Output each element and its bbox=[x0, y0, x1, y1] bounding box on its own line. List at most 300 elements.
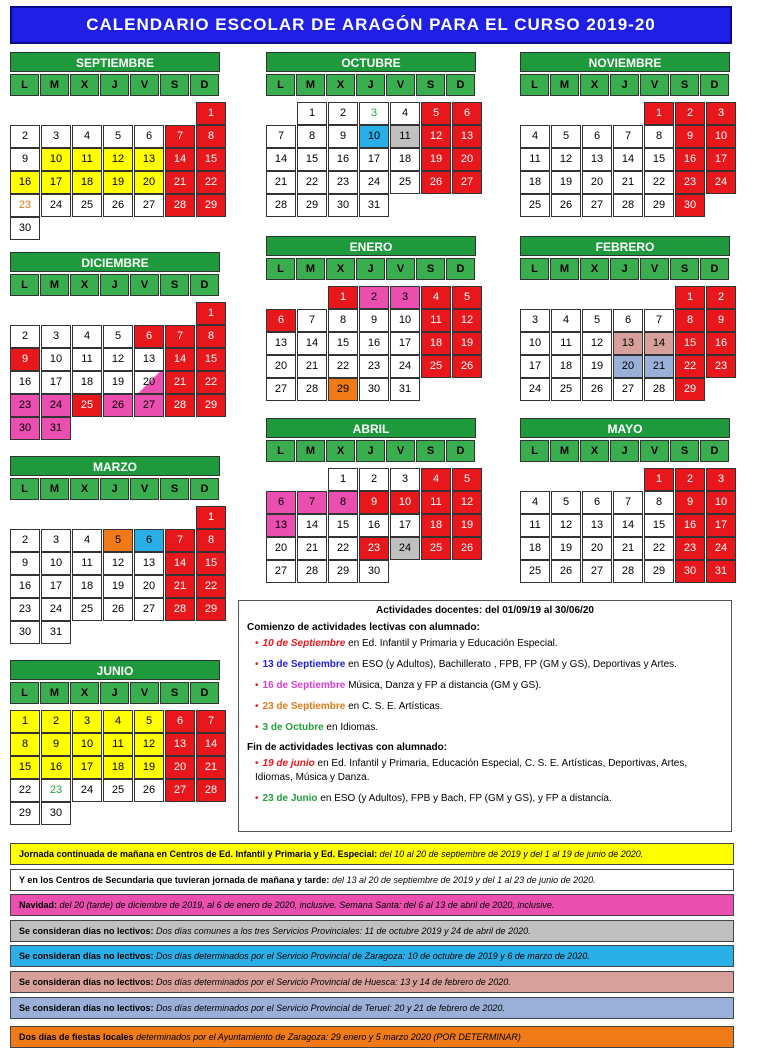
day-cell: 7 bbox=[266, 125, 296, 148]
day-cell: 6 bbox=[613, 309, 643, 332]
day-cell: 15 bbox=[196, 552, 226, 575]
day-cell: 17 bbox=[706, 148, 736, 171]
day-cell: 18 bbox=[72, 371, 102, 394]
day-cell: 15 bbox=[10, 756, 40, 779]
day-cell: 6 bbox=[165, 710, 195, 733]
day-cell: 9 bbox=[706, 309, 736, 332]
month-header: MAYO bbox=[520, 418, 730, 438]
day-name: X bbox=[326, 74, 355, 96]
day-name: X bbox=[580, 440, 609, 462]
legend-text: determinados por el Ayuntamiento de Zaragoza: 29 enero y 5 marzo 2020 (POR DETERMINAR) bbox=[133, 1032, 521, 1042]
bullet-icon: • bbox=[255, 638, 259, 649]
day-name: J bbox=[610, 440, 639, 462]
day-cell: 16 bbox=[359, 514, 389, 537]
day-cell: 11 bbox=[72, 348, 102, 371]
day-cell: 8 bbox=[644, 125, 674, 148]
end-title: Fin de actividades lectivas con alumnado: bbox=[247, 742, 448, 753]
day-name: M bbox=[550, 258, 579, 280]
day-name: D bbox=[700, 74, 729, 96]
legend-label: Se consideran días no lectivos: bbox=[19, 926, 154, 936]
day-cell: 14 bbox=[165, 348, 195, 371]
day-cell: 10 bbox=[390, 491, 420, 514]
day-cell: 21 bbox=[165, 575, 195, 598]
day-cell: 28 bbox=[613, 194, 643, 217]
day-cell: 31 bbox=[359, 194, 389, 217]
day-cell: 30 bbox=[41, 802, 71, 825]
day-cell: 10 bbox=[520, 332, 550, 355]
day-cell: 11 bbox=[72, 552, 102, 575]
day-cell: 23 bbox=[10, 394, 40, 417]
day-name: X bbox=[580, 258, 609, 280]
month-abril bbox=[266, 418, 476, 583]
day-cell: 24 bbox=[390, 537, 420, 560]
day-cell: 21 bbox=[165, 371, 195, 394]
day-name: X bbox=[326, 258, 355, 280]
day-name: V bbox=[386, 258, 415, 280]
day-cell: 15 bbox=[328, 514, 358, 537]
activities-header: Actividades docentes: del 01/09/19 al 30/06/20 bbox=[376, 605, 594, 616]
day-name: D bbox=[190, 274, 219, 296]
day-cell: 18 bbox=[103, 756, 133, 779]
month-octubre bbox=[266, 52, 476, 217]
day-cell: 29 bbox=[297, 194, 327, 217]
day-cell: 12 bbox=[421, 125, 451, 148]
day-cell: 4 bbox=[421, 286, 451, 309]
day-cell: 19 bbox=[551, 171, 581, 194]
day-cell: 11 bbox=[421, 491, 451, 514]
activity-text: en ESO (y Adultos), FPB y Bach, FP (GM y GS), y FP a distancia. bbox=[317, 793, 612, 804]
day-cell: 7 bbox=[196, 710, 226, 733]
day-cell: 28 bbox=[196, 779, 226, 802]
day-cell: 18 bbox=[551, 355, 581, 378]
day-cell: 8 bbox=[196, 325, 226, 348]
day-cell: 27 bbox=[134, 598, 164, 621]
day-cell: 8 bbox=[10, 733, 40, 756]
day-cell: 30 bbox=[359, 378, 389, 401]
day-name: J bbox=[610, 74, 639, 96]
day-cell: 16 bbox=[359, 332, 389, 355]
legend-row bbox=[10, 843, 734, 865]
day-cell: 22 bbox=[328, 537, 358, 560]
day-cell: 5 bbox=[421, 102, 451, 125]
day-cell: 25 bbox=[421, 537, 451, 560]
day-name: J bbox=[100, 478, 129, 500]
day-cell: 25 bbox=[421, 355, 451, 378]
day-cell: 19 bbox=[134, 756, 164, 779]
day-cell: 15 bbox=[644, 148, 674, 171]
day-name: L bbox=[520, 258, 549, 280]
day-cell: 23 bbox=[328, 171, 358, 194]
day-cell: 3 bbox=[41, 529, 71, 552]
month-diciembre bbox=[10, 252, 220, 440]
day-cell: 27 bbox=[266, 560, 296, 583]
day-cell: 26 bbox=[134, 779, 164, 802]
day-cell: 25 bbox=[390, 171, 420, 194]
day-cell: 2 bbox=[706, 286, 736, 309]
day-cell: 13 bbox=[134, 148, 164, 171]
day-name: M bbox=[550, 74, 579, 96]
day-cell: 12 bbox=[134, 733, 164, 756]
day-cell: 11 bbox=[551, 332, 581, 355]
month-header: FEBRERO bbox=[520, 236, 730, 256]
day-cell: 13 bbox=[266, 332, 296, 355]
day-cell: 8 bbox=[644, 491, 674, 514]
activity-date: 19 de junio bbox=[262, 758, 315, 769]
day-cell: 2 bbox=[675, 102, 705, 125]
day-cell: 28 bbox=[297, 560, 327, 583]
day-cell: 14 bbox=[196, 733, 226, 756]
day-cell: 19 bbox=[103, 171, 133, 194]
day-cell: 19 bbox=[103, 371, 133, 394]
day-cell: 24 bbox=[41, 194, 71, 217]
day-name: L bbox=[266, 440, 295, 462]
day-cell: 13 bbox=[165, 733, 195, 756]
day-name: L bbox=[10, 74, 39, 96]
day-cell: 4 bbox=[72, 529, 102, 552]
month-mayo bbox=[520, 418, 730, 583]
day-cell: 2 bbox=[359, 286, 389, 309]
day-name: D bbox=[446, 74, 475, 96]
day-cell: 12 bbox=[452, 309, 482, 332]
day-cell: 25 bbox=[72, 394, 102, 417]
day-cell: 24 bbox=[41, 394, 71, 417]
day-cell: 25 bbox=[103, 779, 133, 802]
day-cell: 1 bbox=[10, 710, 40, 733]
day-name: D bbox=[446, 440, 475, 462]
legend-row bbox=[10, 894, 734, 916]
month-header: ABRIL bbox=[266, 418, 476, 438]
day-cell: 24 bbox=[359, 171, 389, 194]
day-cell: 13 bbox=[613, 332, 643, 355]
day-name: S bbox=[160, 74, 189, 96]
day-name: J bbox=[356, 258, 385, 280]
day-cell: 3 bbox=[520, 309, 550, 332]
month-header: MARZO bbox=[10, 456, 220, 476]
day-cell: 9 bbox=[359, 309, 389, 332]
day-cell: 14 bbox=[165, 148, 195, 171]
day-cell: 10 bbox=[359, 125, 389, 148]
day-cell: 20 bbox=[452, 148, 482, 171]
day-cell: 5 bbox=[551, 125, 581, 148]
day-cell: 20 bbox=[582, 171, 612, 194]
day-cell: 9 bbox=[675, 125, 705, 148]
day-name: X bbox=[70, 74, 99, 96]
day-cell: 8 bbox=[328, 491, 358, 514]
day-name: M bbox=[296, 74, 325, 96]
day-cell: 25 bbox=[520, 560, 550, 583]
day-name: L bbox=[520, 74, 549, 96]
day-cell: 28 bbox=[644, 378, 674, 401]
day-cell: 30 bbox=[675, 560, 705, 583]
day-cell: 26 bbox=[103, 598, 133, 621]
day-cell: 12 bbox=[582, 332, 612, 355]
day-cell: 21 bbox=[613, 171, 643, 194]
day-cell: 16 bbox=[10, 575, 40, 598]
day-cell: 28 bbox=[266, 194, 296, 217]
day-cell: 4 bbox=[72, 325, 102, 348]
day-cell: 2 bbox=[10, 325, 40, 348]
bullet-icon: • bbox=[255, 758, 259, 769]
day-cell: 20 bbox=[582, 537, 612, 560]
day-cell: 1 bbox=[328, 468, 358, 491]
month-enero bbox=[266, 236, 476, 401]
day-name: D bbox=[700, 258, 729, 280]
day-cell: 20 bbox=[134, 171, 164, 194]
day-cell: 5 bbox=[582, 309, 612, 332]
day-cell: 31 bbox=[41, 621, 71, 644]
day-cell: 29 bbox=[328, 560, 358, 583]
day-name: S bbox=[416, 74, 445, 96]
day-cell: 16 bbox=[41, 756, 71, 779]
bullet-icon: • bbox=[255, 659, 259, 670]
legend-row bbox=[10, 971, 734, 993]
day-cell: 23 bbox=[675, 171, 705, 194]
activity-date: 13 de Septiembre bbox=[262, 659, 346, 670]
day-cell: 17 bbox=[72, 756, 102, 779]
day-cell: 5 bbox=[452, 468, 482, 491]
bullet-icon: • bbox=[255, 680, 259, 691]
day-name: S bbox=[670, 74, 699, 96]
day-cell: 10 bbox=[390, 309, 420, 332]
day-cell: 15 bbox=[196, 148, 226, 171]
day-name: D bbox=[190, 74, 219, 96]
month-junio bbox=[10, 660, 220, 825]
day-cell: 6 bbox=[266, 309, 296, 332]
day-name: V bbox=[640, 440, 669, 462]
day-cell: 5 bbox=[452, 286, 482, 309]
day-cell: 19 bbox=[452, 332, 482, 355]
day-cell: 28 bbox=[297, 378, 327, 401]
day-name: V bbox=[640, 74, 669, 96]
day-cell: 30 bbox=[328, 194, 358, 217]
activity-date: 3 de Octubre bbox=[262, 722, 324, 733]
day-cell: 25 bbox=[520, 194, 550, 217]
day-cell: 24 bbox=[41, 598, 71, 621]
day-name: S bbox=[160, 478, 189, 500]
day-cell: 30 bbox=[675, 194, 705, 217]
day-cell: 19 bbox=[582, 355, 612, 378]
day-name: L bbox=[266, 74, 295, 96]
start-title: Comienzo de actividades lectivas con alumnado: bbox=[247, 622, 480, 633]
legend-text: Dos días determinados por el Servicio Provincial de Teruel: 20 y 21 de febrero de 2020. bbox=[153, 1003, 505, 1013]
day-cell: 22 bbox=[196, 171, 226, 194]
legend-label: Navidad: bbox=[19, 900, 58, 910]
day-cell: 13 bbox=[582, 148, 612, 171]
day-cell: 30 bbox=[10, 417, 40, 440]
day-cell: 3 bbox=[41, 325, 71, 348]
day-name: M bbox=[40, 478, 69, 500]
day-cell: 26 bbox=[452, 537, 482, 560]
day-cell: 1 bbox=[675, 286, 705, 309]
day-cell: 29 bbox=[10, 802, 40, 825]
day-cell: 14 bbox=[613, 514, 643, 537]
legend-text: del 13 al 20 de septiembre de 2019 y del 1 al 23 de junio de 2020. bbox=[329, 875, 596, 885]
day-cell: 2 bbox=[359, 468, 389, 491]
day-cell: 22 bbox=[10, 779, 40, 802]
activity-date: 23 de Junio bbox=[262, 793, 318, 804]
day-cell: 11 bbox=[520, 514, 550, 537]
day-cell: 30 bbox=[359, 560, 389, 583]
day-cell: 12 bbox=[103, 148, 133, 171]
day-cell: 3 bbox=[706, 468, 736, 491]
day-name: V bbox=[130, 74, 159, 96]
day-cell: 11 bbox=[520, 148, 550, 171]
day-cell: 28 bbox=[165, 394, 195, 417]
day-cell: 6 bbox=[134, 125, 164, 148]
day-name: L bbox=[10, 682, 39, 704]
day-cell: 1 bbox=[297, 102, 327, 125]
day-name: S bbox=[416, 258, 445, 280]
day-name: S bbox=[416, 440, 445, 462]
day-cell: 27 bbox=[613, 378, 643, 401]
day-cell: 7 bbox=[297, 309, 327, 332]
day-cell: 13 bbox=[134, 552, 164, 575]
day-cell: 23 bbox=[41, 779, 71, 802]
day-cell: 15 bbox=[675, 332, 705, 355]
day-name: M bbox=[40, 682, 69, 704]
day-cell: 10 bbox=[41, 552, 71, 575]
legend-text: Dos días determinados por el Servicio Provincial de Huesca: 13 y 14 de febrero de 2020. bbox=[153, 977, 511, 987]
activity-item bbox=[255, 757, 723, 785]
legend-text: Dos días comunes a los tres Servicios Provinciales: 11 de octubre 2019 y 24 de abril de 2020. bbox=[153, 926, 531, 936]
day-cell: 9 bbox=[10, 552, 40, 575]
legend-text: del 10 al 20 de septiembre de 2019 y del 1 al 19 de junio de 2020. bbox=[377, 849, 644, 859]
activity-text: Música, Danza y FP a distancia (GM y GS). bbox=[345, 680, 542, 691]
day-name: X bbox=[580, 74, 609, 96]
day-cell: 22 bbox=[196, 575, 226, 598]
day-cell: 3 bbox=[390, 468, 420, 491]
day-cell: 10 bbox=[706, 491, 736, 514]
month-septiembre bbox=[10, 52, 220, 240]
day-cell: 22 bbox=[644, 171, 674, 194]
day-cell: 1 bbox=[328, 286, 358, 309]
day-cell: 17 bbox=[359, 148, 389, 171]
month-header: JUNIO bbox=[10, 660, 220, 680]
day-cell: 21 bbox=[644, 355, 674, 378]
day-cell: 12 bbox=[452, 491, 482, 514]
activity-date: 16 de Septiembre bbox=[262, 680, 346, 691]
day-cell: 29 bbox=[196, 598, 226, 621]
day-cell: 10 bbox=[41, 148, 71, 171]
day-name: L bbox=[10, 478, 39, 500]
day-cell: 27 bbox=[165, 779, 195, 802]
legend-label: Y en los Centros de Secundaria que tuvieran jornada de mañana y tarde: bbox=[19, 875, 330, 885]
day-cell: 20 bbox=[165, 756, 195, 779]
day-cell: 7 bbox=[165, 529, 195, 552]
day-cell: 17 bbox=[41, 575, 71, 598]
day-cell: 8 bbox=[196, 125, 226, 148]
day-name: S bbox=[160, 274, 189, 296]
day-name: L bbox=[520, 440, 549, 462]
day-name: J bbox=[100, 74, 129, 96]
day-name: D bbox=[190, 682, 219, 704]
day-cell: 23 bbox=[675, 537, 705, 560]
legend-row bbox=[10, 997, 734, 1019]
day-cell: 15 bbox=[196, 348, 226, 371]
day-cell: 3 bbox=[390, 286, 420, 309]
day-cell: 15 bbox=[297, 148, 327, 171]
day-cell: 3 bbox=[72, 710, 102, 733]
day-cell: 1 bbox=[196, 102, 226, 125]
day-cell: 20 bbox=[134, 575, 164, 598]
day-cell: 16 bbox=[675, 148, 705, 171]
day-cell: 25 bbox=[72, 194, 102, 217]
day-cell: 30 bbox=[10, 217, 40, 240]
day-cell: 27 bbox=[134, 194, 164, 217]
day-cell: 18 bbox=[390, 148, 420, 171]
day-cell: 7 bbox=[297, 491, 327, 514]
day-cell: 27 bbox=[452, 171, 482, 194]
day-name: M bbox=[40, 274, 69, 296]
day-cell: 6 bbox=[582, 491, 612, 514]
legend-text: Dos días determinados por el Servicio Provincial de Zaragoza: 10 de octubre de 2019 y 6 de marzo de 2020. bbox=[153, 951, 590, 961]
day-cell: 14 bbox=[644, 332, 674, 355]
day-cell: 9 bbox=[10, 348, 40, 371]
day-cell: 20 bbox=[266, 355, 296, 378]
day-cell: 17 bbox=[41, 171, 71, 194]
day-cell: 8 bbox=[328, 309, 358, 332]
day-cell: 1 bbox=[196, 506, 226, 529]
day-cell: 16 bbox=[706, 332, 736, 355]
bullet-icon: • bbox=[255, 722, 259, 733]
day-name: D bbox=[700, 440, 729, 462]
day-cell: 21 bbox=[266, 171, 296, 194]
day-cell: 5 bbox=[134, 710, 164, 733]
day-name: M bbox=[296, 440, 325, 462]
day-cell: 25 bbox=[551, 378, 581, 401]
day-cell: 18 bbox=[520, 171, 550, 194]
day-cell: 17 bbox=[41, 371, 71, 394]
day-cell: 23 bbox=[10, 194, 40, 217]
day-cell: 6 bbox=[134, 325, 164, 348]
day-cell: 2 bbox=[675, 468, 705, 491]
day-cell: 14 bbox=[266, 148, 296, 171]
day-cell: 13 bbox=[134, 348, 164, 371]
day-cell: 30 bbox=[10, 621, 40, 644]
calendar-title: CALENDARIO ESCOLAR DE ARAGÓN PARA EL CURSO 2019-20 bbox=[10, 6, 732, 44]
day-cell: 9 bbox=[41, 733, 71, 756]
day-cell: 6 bbox=[582, 125, 612, 148]
activity-text: en ESO (y Adultos), Bachillerato , FPB, FP (GM y GS), Deportivas y Artes. bbox=[345, 659, 677, 670]
day-cell: 4 bbox=[520, 125, 550, 148]
day-cell: 21 bbox=[165, 171, 195, 194]
day-cell: 5 bbox=[103, 529, 133, 552]
day-cell: 24 bbox=[706, 171, 736, 194]
day-cell: 14 bbox=[297, 514, 327, 537]
day-cell: 20 bbox=[266, 537, 296, 560]
day-name: S bbox=[670, 258, 699, 280]
day-cell: 18 bbox=[72, 575, 102, 598]
day-cell: 7 bbox=[613, 125, 643, 148]
day-cell: 23 bbox=[706, 355, 736, 378]
day-cell: 26 bbox=[551, 560, 581, 583]
day-cell: 22 bbox=[297, 171, 327, 194]
day-cell: 31 bbox=[41, 417, 71, 440]
day-cell: 7 bbox=[165, 325, 195, 348]
day-cell: 20 bbox=[613, 355, 643, 378]
day-cell: 22 bbox=[196, 371, 226, 394]
day-name: V bbox=[130, 274, 159, 296]
day-cell: 21 bbox=[613, 537, 643, 560]
day-cell: 27 bbox=[134, 394, 164, 417]
day-cell: 15 bbox=[644, 514, 674, 537]
day-cell: 24 bbox=[520, 378, 550, 401]
day-cell: 14 bbox=[297, 332, 327, 355]
day-cell: 24 bbox=[706, 537, 736, 560]
day-name: L bbox=[266, 258, 295, 280]
day-cell: 27 bbox=[582, 194, 612, 217]
day-cell: 14 bbox=[165, 552, 195, 575]
